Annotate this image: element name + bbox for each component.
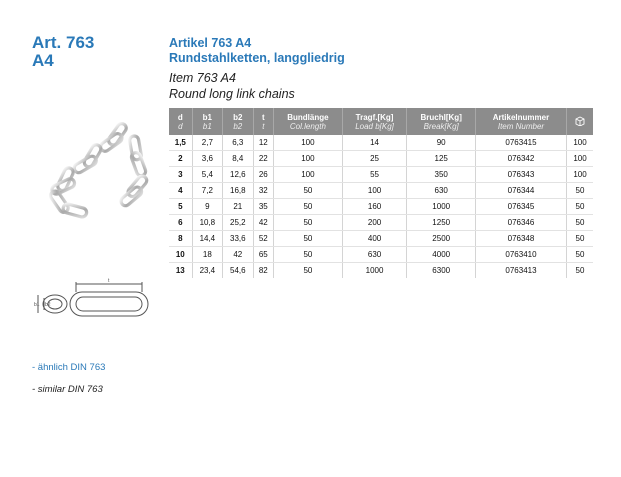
cell-d: 13 — [169, 263, 192, 279]
cell-d: 1,5 — [169, 135, 192, 151]
cell-t: 22 — [253, 151, 274, 167]
cell-bundlaenge: 100 — [274, 151, 343, 167]
cell-b1: 23,4 — [192, 263, 222, 279]
cell-artikelnummer: 076348 — [475, 231, 566, 247]
cell-d: 2 — [169, 151, 192, 167]
cell-tragf: 55 — [342, 167, 407, 183]
cell-d: 10 — [169, 247, 192, 263]
heading-en-subtitle: Round long link chains — [169, 87, 295, 101]
cell-t: 82 — [253, 263, 274, 279]
cell-artikelnummer: 0763413 — [475, 263, 566, 279]
table-header-row — [169, 108, 593, 135]
col-pack — [566, 108, 593, 135]
col-bruchlast: Bruchl[Kg] Break[Kg] — [407, 108, 476, 135]
cell-bundlaenge: 50 — [274, 199, 343, 215]
cell-b1: 10,8 — [192, 215, 222, 231]
table-row — [169, 263, 593, 279]
cell-bundlaenge: 50 — [274, 183, 343, 199]
note-english: - similar DIN 763 — [32, 384, 103, 395]
cell-d: 4 — [169, 183, 192, 199]
cell-b2: 21 — [223, 199, 253, 215]
cell-b1: 2,7 — [192, 135, 222, 151]
cell-t: 52 — [253, 231, 274, 247]
article-number: Art. 763 — [32, 33, 95, 52]
cell-t: 42 — [253, 215, 274, 231]
cell-b2: 16,8 — [223, 183, 253, 199]
cell-t: 26 — [253, 167, 274, 183]
table-row — [169, 135, 593, 151]
cell-artikelnummer: 0763415 — [475, 135, 566, 151]
cell-b2: 54,6 — [223, 263, 253, 279]
col-bundlaenge: Bundlänge Col.length — [274, 108, 343, 135]
cell-b2: 25,2 — [223, 215, 253, 231]
product-heading — [169, 36, 345, 102]
cell-tragf: 160 — [342, 199, 407, 215]
cell-d: 5 — [169, 199, 192, 215]
table-row — [169, 215, 593, 231]
cell-bruchl: 1250 — [407, 215, 476, 231]
cell-bruchl: 125 — [407, 151, 476, 167]
heading-de-subtitle: Rundstahlketten, langgliedrig — [169, 51, 345, 65]
label-t: t — [108, 278, 110, 284]
cell-b1: 18 — [192, 247, 222, 263]
cell-tragf: 200 — [342, 215, 407, 231]
cell-bundlaenge: 50 — [274, 247, 343, 263]
cell-bundlaenge: 50 — [274, 263, 343, 279]
article-title — [32, 34, 142, 70]
cell-bundlaenge: 100 — [274, 167, 343, 183]
cell-artikelnummer: 076344 — [475, 183, 566, 199]
col-d: d d — [169, 108, 192, 135]
cell-pack: 50 — [566, 247, 593, 263]
cell-bundlaenge: 50 — [274, 215, 343, 231]
col-t: t t — [253, 108, 274, 135]
cell-artikelnummer: 076342 — [475, 151, 566, 167]
cell-b2: 42 — [223, 247, 253, 263]
table-row — [169, 151, 593, 167]
cell-pack: 100 — [566, 151, 593, 167]
cell-b1: 7,2 — [192, 183, 222, 199]
cell-bruchl: 6300 — [407, 263, 476, 279]
heading-de-title: Artikel 763 A4 — [169, 36, 252, 50]
cell-d: 8 — [169, 231, 192, 247]
box-icon — [575, 116, 585, 126]
cell-tragf: 100 — [342, 183, 407, 199]
cell-tragf: 14 — [342, 135, 407, 151]
cell-bruchl: 630 — [407, 183, 476, 199]
cell-tragf: 400 — [342, 231, 407, 247]
cell-d: 3 — [169, 167, 192, 183]
cell-b2: 12,6 — [223, 167, 253, 183]
cell-b1: 3,6 — [192, 151, 222, 167]
cell-bruchl: 4000 — [407, 247, 476, 263]
cell-t: 65 — [253, 247, 274, 263]
table-row — [169, 199, 593, 215]
cell-pack: 100 — [566, 167, 593, 183]
cell-bruchl: 2500 — [407, 231, 476, 247]
col-b2: b2 b2 — [223, 108, 253, 135]
cell-tragf: 1000 — [342, 263, 407, 279]
col-tragfaehigkeit: Tragf.[Kg] Load b[Kg] — [342, 108, 407, 135]
heading-en-title: Item 763 A4 — [169, 71, 236, 85]
table-row — [169, 183, 593, 199]
cell-artikelnummer: 076345 — [475, 199, 566, 215]
table-row — [169, 231, 593, 247]
cell-artikelnummer: 076343 — [475, 167, 566, 183]
cell-bruchl: 1000 — [407, 199, 476, 215]
chain-photo — [33, 122, 173, 232]
cell-b2: 33,6 — [223, 231, 253, 247]
cell-t: 35 — [253, 199, 274, 215]
col-b1: b1 b1 — [192, 108, 222, 135]
cell-pack: 50 — [575, 266, 585, 275]
cell-d: 6 — [169, 215, 192, 231]
cell-bundlaenge: 100 — [274, 135, 343, 151]
cell-artikelnummer: 0763410 — [475, 247, 566, 263]
table-row — [169, 247, 593, 263]
cell-b1: 9 — [192, 199, 222, 215]
article-material: A4 — [32, 51, 54, 70]
cell-bruchl: 90 — [407, 135, 476, 151]
label-b1: b1 — [34, 302, 40, 308]
cell-tragf: 25 — [342, 151, 407, 167]
col-artikelnummer: Artikelnummer Item Number — [475, 108, 566, 135]
cell-bruchl: 350 — [407, 167, 476, 183]
cell-b1: 5,4 — [192, 167, 222, 183]
cell-pack: 50 — [566, 183, 593, 199]
cell-b2: 6,3 — [223, 135, 253, 151]
cell-tragf: 630 — [342, 247, 407, 263]
cell-b1: 14,4 — [192, 231, 222, 247]
cell-pack: 50 — [566, 231, 593, 247]
label-b2: b2 — [45, 302, 51, 308]
table-row — [169, 167, 593, 183]
cell-artikelnummer: 076346 — [475, 215, 566, 231]
note-german: - ähnlich DIN 763 — [32, 362, 106, 373]
cell-pack: 50 — [566, 199, 593, 215]
specification-table — [169, 108, 593, 278]
cell-b2: 8,4 — [223, 151, 253, 167]
cell-pack: 50 — [566, 215, 593, 231]
dimension-drawing — [32, 276, 162, 332]
cell-t: 12 — [253, 135, 274, 151]
cell-pack: 100 — [566, 135, 593, 151]
cell-t: 32 — [253, 183, 274, 199]
cell-bundlaenge: 50 — [274, 231, 343, 247]
